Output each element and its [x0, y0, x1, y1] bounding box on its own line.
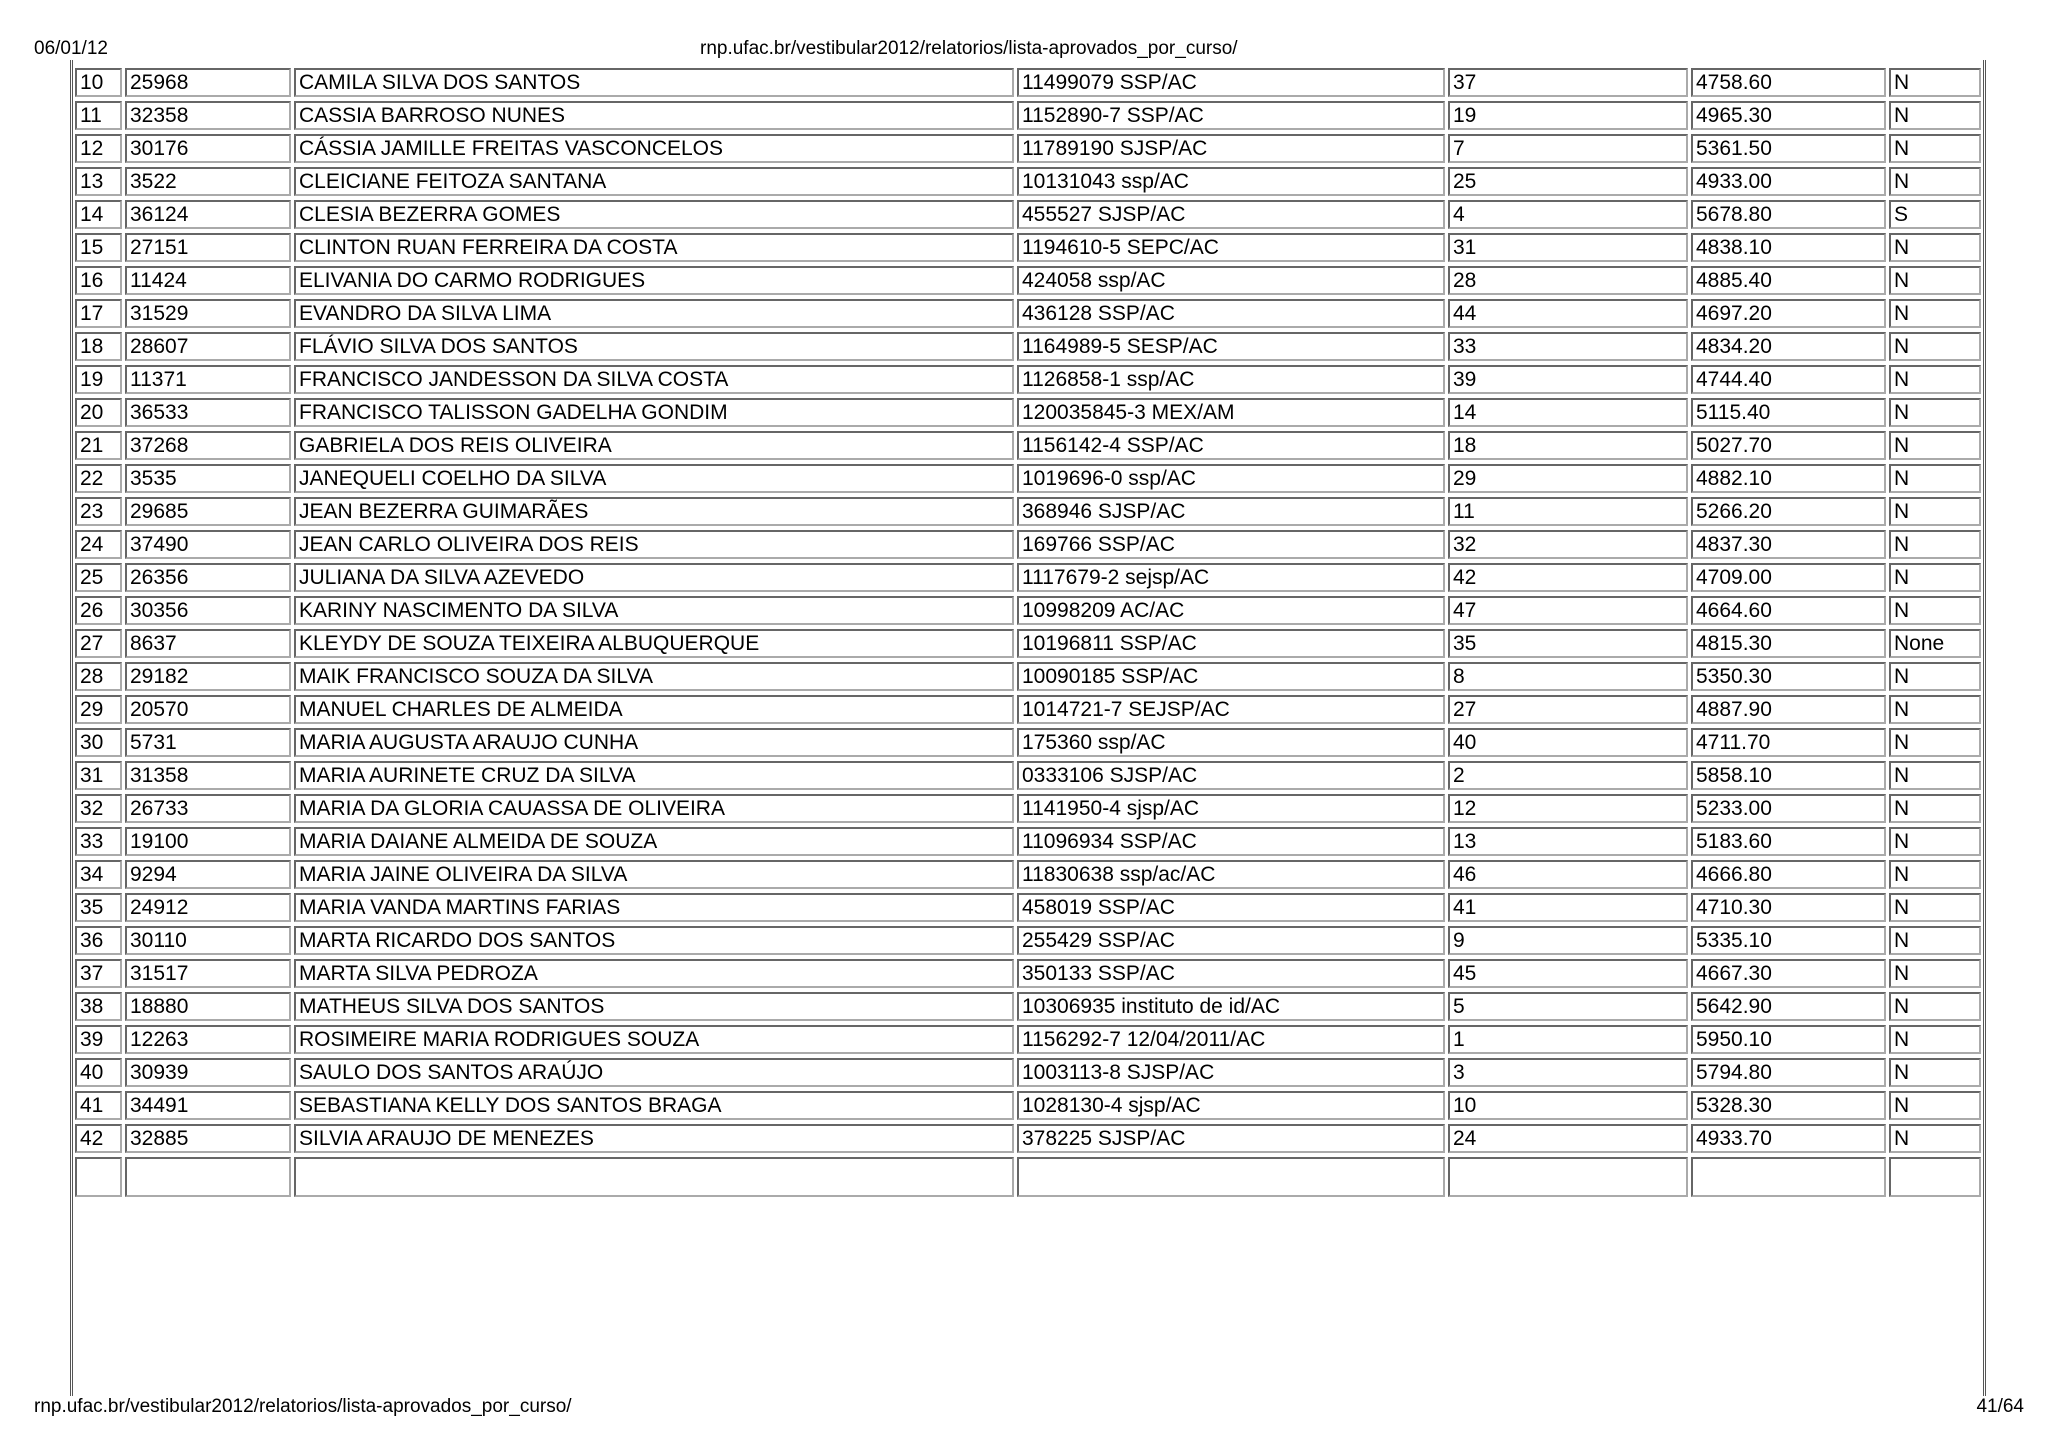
- registration-cell: 31517: [125, 959, 291, 988]
- status-cell: N: [1889, 134, 1981, 163]
- score-cell: 4815.30: [1691, 629, 1886, 658]
- registration-cell: 29685: [125, 497, 291, 526]
- name-cell: SEBASTIANA KELLY DOS SANTOS BRAGA: [294, 1091, 1014, 1120]
- id-document-cell: 368946 SJSP/AC: [1017, 497, 1445, 526]
- score-cell: 4882.10: [1691, 464, 1886, 493]
- row-number-cell: 35: [75, 893, 122, 922]
- table-row: [75, 233, 1981, 262]
- header-url: rnp.ufac.br/vestibular2012/relatorios/lista-aprovados_por_curso/: [700, 38, 1238, 59]
- status-cell: N: [1889, 728, 1981, 757]
- table-row: [75, 464, 1981, 493]
- name-cell: FRANCISCO TALISSON GADELHA GONDIM: [294, 398, 1014, 427]
- status-cell: N: [1889, 563, 1981, 592]
- score-cell: 4664.60: [1691, 596, 1886, 625]
- table-row: [75, 563, 1981, 592]
- score-cell: 4885.40: [1691, 266, 1886, 295]
- score-cell: 4933.00: [1691, 167, 1886, 196]
- name-cell: ROSIMEIRE MARIA RODRIGUES SOUZA: [294, 1025, 1014, 1054]
- status-cell: None: [1889, 629, 1981, 658]
- status-cell: N: [1889, 497, 1981, 526]
- registration-cell: 25968: [125, 68, 291, 97]
- rank-cell: 9: [1448, 926, 1688, 955]
- row-number-cell: 40: [75, 1058, 122, 1087]
- rank-cell: 3: [1448, 1058, 1688, 1087]
- score-cell: 4709.00: [1691, 563, 1886, 592]
- name-cell: SAULO DOS SANTOS ARAÚJO: [294, 1058, 1014, 1087]
- empty-cell: [125, 1157, 291, 1197]
- name-cell: CÁSSIA JAMILLE FREITAS VASCONCELOS: [294, 134, 1014, 163]
- table-row: [75, 332, 1981, 361]
- name-cell: MARIA VANDA MARTINS FARIAS: [294, 893, 1014, 922]
- status-cell: N: [1889, 992, 1981, 1021]
- row-number-cell: 25: [75, 563, 122, 592]
- name-cell: JEAN CARLO OLIVEIRA DOS REIS: [294, 530, 1014, 559]
- id-document-cell: 350133 SSP/AC: [1017, 959, 1445, 988]
- rank-cell: 4: [1448, 200, 1688, 229]
- status-cell: N: [1889, 530, 1981, 559]
- registration-cell: 26733: [125, 794, 291, 823]
- score-cell: 5027.70: [1691, 431, 1886, 460]
- table-row: [75, 530, 1981, 559]
- table-row: [75, 68, 1981, 97]
- score-cell: 5266.20: [1691, 497, 1886, 526]
- id-document-cell: 1117679-2 sejsp/AC: [1017, 563, 1445, 592]
- registration-cell: 3535: [125, 464, 291, 493]
- table-row: [75, 101, 1981, 130]
- status-cell: N: [1889, 233, 1981, 262]
- status-cell: N: [1889, 398, 1981, 427]
- row-number-cell: 41: [75, 1091, 122, 1120]
- id-document-cell: 175360 ssp/AC: [1017, 728, 1445, 757]
- row-number-cell: 14: [75, 200, 122, 229]
- name-cell: MARIA AURINETE CRUZ DA SILVA: [294, 761, 1014, 790]
- rank-cell: 37: [1448, 68, 1688, 97]
- id-document-cell: 255429 SSP/AC: [1017, 926, 1445, 955]
- id-document-cell: 1152890-7 SSP/AC: [1017, 101, 1445, 130]
- name-cell: CAMILA SILVA DOS SANTOS: [294, 68, 1014, 97]
- name-cell: MARTA RICARDO DOS SANTOS: [294, 926, 1014, 955]
- row-number-cell: 11: [75, 101, 122, 130]
- table-row: [75, 695, 1981, 724]
- registration-cell: 5731: [125, 728, 291, 757]
- rank-cell: 11: [1448, 497, 1688, 526]
- score-cell: 5350.30: [1691, 662, 1886, 691]
- score-cell: 4933.70: [1691, 1124, 1886, 1153]
- score-cell: 5233.00: [1691, 794, 1886, 823]
- row-number-cell: 33: [75, 827, 122, 856]
- status-cell: N: [1889, 266, 1981, 295]
- table-row-partial: [75, 1157, 1981, 1197]
- score-cell: 5335.10: [1691, 926, 1886, 955]
- score-cell: 4758.60: [1691, 68, 1886, 97]
- rank-cell: 10: [1448, 1091, 1688, 1120]
- id-document-cell: 10998209 AC/AC: [1017, 596, 1445, 625]
- rank-cell: 14: [1448, 398, 1688, 427]
- registration-cell: 36533: [125, 398, 291, 427]
- score-cell: 4711.70: [1691, 728, 1886, 757]
- row-number-cell: 18: [75, 332, 122, 361]
- score-cell: 4887.90: [1691, 695, 1886, 724]
- table-row: [75, 134, 1981, 163]
- rank-cell: 32: [1448, 530, 1688, 559]
- table-row: [75, 926, 1981, 955]
- status-cell: N: [1889, 926, 1981, 955]
- status-cell: N: [1889, 596, 1981, 625]
- score-cell: 5950.10: [1691, 1025, 1886, 1054]
- id-document-cell: 1019696-0 ssp/AC: [1017, 464, 1445, 493]
- name-cell: CLINTON RUAN FERREIRA DA COSTA: [294, 233, 1014, 262]
- id-document-cell: 1164989-5 SESP/AC: [1017, 332, 1445, 361]
- registration-cell: 24912: [125, 893, 291, 922]
- approved-list-table: [72, 64, 1984, 1201]
- row-number-cell: 34: [75, 860, 122, 889]
- row-number-cell: 37: [75, 959, 122, 988]
- status-cell: N: [1889, 1025, 1981, 1054]
- empty-cell: [294, 1157, 1014, 1197]
- id-document-cell: 11830638 ssp/ac/AC: [1017, 860, 1445, 889]
- row-number-cell: 10: [75, 68, 122, 97]
- rank-cell: 13: [1448, 827, 1688, 856]
- rank-cell: 31: [1448, 233, 1688, 262]
- header-date: 06/01/12: [34, 38, 108, 59]
- id-document-cell: 120035845-3 MEX/AM: [1017, 398, 1445, 427]
- score-cell: 5361.50: [1691, 134, 1886, 163]
- table-row: [75, 761, 1981, 790]
- table-row: [75, 827, 1981, 856]
- name-cell: FLÁVIO SILVA DOS SANTOS: [294, 332, 1014, 361]
- status-cell: N: [1889, 365, 1981, 394]
- registration-cell: 30176: [125, 134, 291, 163]
- row-number-cell: 26: [75, 596, 122, 625]
- name-cell: JEAN BEZERRA GUIMARÃES: [294, 497, 1014, 526]
- status-cell: N: [1889, 761, 1981, 790]
- rank-cell: 40: [1448, 728, 1688, 757]
- rank-cell: 44: [1448, 299, 1688, 328]
- id-document-cell: 1194610-5 SEPC/AC: [1017, 233, 1445, 262]
- name-cell: KLEYDY DE SOUZA TEIXEIRA ALBUQUERQUE: [294, 629, 1014, 658]
- score-cell: 4697.20: [1691, 299, 1886, 328]
- id-document-cell: 424058 ssp/AC: [1017, 266, 1445, 295]
- registration-cell: 28607: [125, 332, 291, 361]
- status-cell: N: [1889, 893, 1981, 922]
- registration-cell: 32358: [125, 101, 291, 130]
- status-cell: N: [1889, 827, 1981, 856]
- table-row: [75, 497, 1981, 526]
- registration-cell: 36124: [125, 200, 291, 229]
- registration-cell: 37268: [125, 431, 291, 460]
- name-cell: MARTA SILVA PEDROZA: [294, 959, 1014, 988]
- status-cell: N: [1889, 695, 1981, 724]
- id-document-cell: 11499079 SSP/AC: [1017, 68, 1445, 97]
- empty-cell: [1017, 1157, 1445, 1197]
- score-cell: 4837.30: [1691, 530, 1886, 559]
- table-row: [75, 662, 1981, 691]
- table-row: [75, 398, 1981, 427]
- rank-cell: 47: [1448, 596, 1688, 625]
- name-cell: MAIK FRANCISCO SOUZA DA SILVA: [294, 662, 1014, 691]
- name-cell: SILVIA ARAUJO DE MENEZES: [294, 1124, 1014, 1153]
- status-cell: N: [1889, 1058, 1981, 1087]
- row-number-cell: 29: [75, 695, 122, 724]
- row-number-cell: 15: [75, 233, 122, 262]
- name-cell: MATHEUS SILVA DOS SANTOS: [294, 992, 1014, 1021]
- row-number-cell: 31: [75, 761, 122, 790]
- row-number-cell: 20: [75, 398, 122, 427]
- rank-cell: 29: [1448, 464, 1688, 493]
- name-cell: MARIA AUGUSTA ARAUJO CUNHA: [294, 728, 1014, 757]
- row-number-cell: 27: [75, 629, 122, 658]
- table-row: [75, 629, 1981, 658]
- registration-cell: 26356: [125, 563, 291, 592]
- id-document-cell: 1014721-7 SEJSP/AC: [1017, 695, 1445, 724]
- row-number-cell: 32: [75, 794, 122, 823]
- score-cell: 5115.40: [1691, 398, 1886, 427]
- score-cell: 5183.60: [1691, 827, 1886, 856]
- status-cell: N: [1889, 1091, 1981, 1120]
- empty-cell: [75, 1157, 122, 1197]
- score-cell: 4666.80: [1691, 860, 1886, 889]
- name-cell: EVANDRO DA SILVA LIMA: [294, 299, 1014, 328]
- table-row: [75, 1091, 1981, 1120]
- table-row: [75, 992, 1981, 1021]
- registration-cell: 20570: [125, 695, 291, 724]
- score-cell: 4834.20: [1691, 332, 1886, 361]
- row-number-cell: 36: [75, 926, 122, 955]
- table-row: [75, 596, 1981, 625]
- rank-cell: 42: [1448, 563, 1688, 592]
- name-cell: MARIA DAIANE ALMEIDA DE SOUZA: [294, 827, 1014, 856]
- table-row: [75, 200, 1981, 229]
- row-number-cell: 24: [75, 530, 122, 559]
- status-cell: N: [1889, 860, 1981, 889]
- status-cell: N: [1889, 332, 1981, 361]
- score-cell: 4965.30: [1691, 101, 1886, 130]
- status-cell: N: [1889, 959, 1981, 988]
- table-row: [75, 167, 1981, 196]
- row-number-cell: 23: [75, 497, 122, 526]
- id-document-cell: 1003113-8 SJSP/AC: [1017, 1058, 1445, 1087]
- score-cell: 5858.10: [1691, 761, 1886, 790]
- table-row: [75, 299, 1981, 328]
- registration-cell: 32885: [125, 1124, 291, 1153]
- rank-cell: 33: [1448, 332, 1688, 361]
- rank-cell: 24: [1448, 1124, 1688, 1153]
- rank-cell: 46: [1448, 860, 1688, 889]
- row-number-cell: 13: [75, 167, 122, 196]
- rank-cell: 28: [1448, 266, 1688, 295]
- rank-cell: 45: [1448, 959, 1688, 988]
- table-row: [75, 1025, 1981, 1054]
- registration-cell: 27151: [125, 233, 291, 262]
- score-cell: 5328.30: [1691, 1091, 1886, 1120]
- row-number-cell: 42: [75, 1124, 122, 1153]
- table-row: [75, 959, 1981, 988]
- registration-cell: 11424: [125, 266, 291, 295]
- table-row: [75, 893, 1981, 922]
- status-cell: N: [1889, 431, 1981, 460]
- status-cell: N: [1889, 1124, 1981, 1153]
- id-document-cell: 10131043 ssp/AC: [1017, 167, 1445, 196]
- id-document-cell: 436128 SSP/AC: [1017, 299, 1445, 328]
- id-document-cell: 1156142-4 SSP/AC: [1017, 431, 1445, 460]
- name-cell: MARIA JAINE OLIVEIRA DA SILVA: [294, 860, 1014, 889]
- registration-cell: 30939: [125, 1058, 291, 1087]
- id-document-cell: 378225 SJSP/AC: [1017, 1124, 1445, 1153]
- row-number-cell: 22: [75, 464, 122, 493]
- status-cell: N: [1889, 101, 1981, 130]
- row-number-cell: 38: [75, 992, 122, 1021]
- score-cell: 5678.80: [1691, 200, 1886, 229]
- rank-cell: 18: [1448, 431, 1688, 460]
- name-cell: JANEQUELI COELHO DA SILVA: [294, 464, 1014, 493]
- row-number-cell: 21: [75, 431, 122, 460]
- page-number: 41/64: [1976, 1396, 2024, 1417]
- id-document-cell: 1141950-4 sjsp/AC: [1017, 794, 1445, 823]
- row-number-cell: 19: [75, 365, 122, 394]
- status-cell: S: [1889, 200, 1981, 229]
- name-cell: CASSIA BARROSO NUNES: [294, 101, 1014, 130]
- rank-cell: 19: [1448, 101, 1688, 130]
- status-cell: N: [1889, 68, 1981, 97]
- name-cell: KARINY NASCIMENTO DA SILVA: [294, 596, 1014, 625]
- rank-cell: 5: [1448, 992, 1688, 1021]
- id-document-cell: 1126858-1 ssp/AC: [1017, 365, 1445, 394]
- status-cell: N: [1889, 464, 1981, 493]
- empty-cell: [1691, 1157, 1886, 1197]
- empty-cell: [1448, 1157, 1688, 1197]
- score-cell: 4667.30: [1691, 959, 1886, 988]
- row-number-cell: 17: [75, 299, 122, 328]
- status-cell: N: [1889, 299, 1981, 328]
- name-cell: FRANCISCO JANDESSON DA SILVA COSTA: [294, 365, 1014, 394]
- table-row: [75, 365, 1981, 394]
- rank-cell: 27: [1448, 695, 1688, 724]
- id-document-cell: 1028130-4 sjsp/AC: [1017, 1091, 1445, 1120]
- id-document-cell: 169766 SSP/AC: [1017, 530, 1445, 559]
- rank-cell: 12: [1448, 794, 1688, 823]
- id-document-cell: 0333106 SJSP/AC: [1017, 761, 1445, 790]
- score-cell: 4838.10: [1691, 233, 1886, 262]
- rank-cell: 25: [1448, 167, 1688, 196]
- score-cell: 5794.80: [1691, 1058, 1886, 1087]
- name-cell: GABRIELA DOS REIS OLIVEIRA: [294, 431, 1014, 460]
- row-number-cell: 12: [75, 134, 122, 163]
- status-cell: N: [1889, 167, 1981, 196]
- registration-cell: 12263: [125, 1025, 291, 1054]
- name-cell: CLESIA BEZERRA GOMES: [294, 200, 1014, 229]
- score-cell: 4710.30: [1691, 893, 1886, 922]
- table-row: [75, 728, 1981, 757]
- id-document-cell: 10306935 instituto de id/AC: [1017, 992, 1445, 1021]
- id-document-cell: 11789190 SJSP/AC: [1017, 134, 1445, 163]
- status-cell: N: [1889, 794, 1981, 823]
- row-number-cell: 30: [75, 728, 122, 757]
- rank-cell: 7: [1448, 134, 1688, 163]
- registration-cell: 31358: [125, 761, 291, 790]
- id-document-cell: 458019 SSP/AC: [1017, 893, 1445, 922]
- rank-cell: 1: [1448, 1025, 1688, 1054]
- empty-cell: [1889, 1157, 1981, 1197]
- table-row: [75, 431, 1981, 460]
- rank-cell: 8: [1448, 662, 1688, 691]
- registration-cell: 18880: [125, 992, 291, 1021]
- name-cell: JULIANA DA SILVA AZEVEDO: [294, 563, 1014, 592]
- name-cell: MARIA DA GLORIA CAUASSA DE OLIVEIRA: [294, 794, 1014, 823]
- score-cell: 5642.90: [1691, 992, 1886, 1021]
- registration-cell: 30356: [125, 596, 291, 625]
- registration-cell: 8637: [125, 629, 291, 658]
- registration-cell: 9294: [125, 860, 291, 889]
- rank-cell: 35: [1448, 629, 1688, 658]
- registration-cell: 34491: [125, 1091, 291, 1120]
- table-row: [75, 1058, 1981, 1087]
- status-cell: N: [1889, 662, 1981, 691]
- name-cell: ELIVANIA DO CARMO RODRIGUES: [294, 266, 1014, 295]
- id-document-cell: 1156292-7 12/04/2011/AC: [1017, 1025, 1445, 1054]
- id-document-cell: 10196811 SSP/AC: [1017, 629, 1445, 658]
- table-row: [75, 266, 1981, 295]
- registration-cell: 37490: [125, 530, 291, 559]
- row-number-cell: 39: [75, 1025, 122, 1054]
- table-body: [75, 68, 1981, 1197]
- name-cell: MANUEL CHARLES DE ALMEIDA: [294, 695, 1014, 724]
- row-number-cell: 16: [75, 266, 122, 295]
- rank-cell: 2: [1448, 761, 1688, 790]
- registration-cell: 29182: [125, 662, 291, 691]
- id-document-cell: 11096934 SSP/AC: [1017, 827, 1445, 856]
- registration-cell: 30110: [125, 926, 291, 955]
- rank-cell: 39: [1448, 365, 1688, 394]
- score-cell: 4744.40: [1691, 365, 1886, 394]
- registration-cell: 11371: [125, 365, 291, 394]
- registration-cell: 31529: [125, 299, 291, 328]
- id-document-cell: 10090185 SSP/AC: [1017, 662, 1445, 691]
- registration-cell: 19100: [125, 827, 291, 856]
- footer-url: rnp.ufac.br/vestibular2012/relatorios/lista-aprovados_por_curso/: [34, 1396, 572, 1417]
- registration-cell: 3522: [125, 167, 291, 196]
- rank-cell: 41: [1448, 893, 1688, 922]
- id-document-cell: 455527 SJSP/AC: [1017, 200, 1445, 229]
- name-cell: CLEICIANE FEITOZA SANTANA: [294, 167, 1014, 196]
- table-row: [75, 1124, 1981, 1153]
- table-row: [75, 794, 1981, 823]
- table-row: [75, 860, 1981, 889]
- row-number-cell: 28: [75, 662, 122, 691]
